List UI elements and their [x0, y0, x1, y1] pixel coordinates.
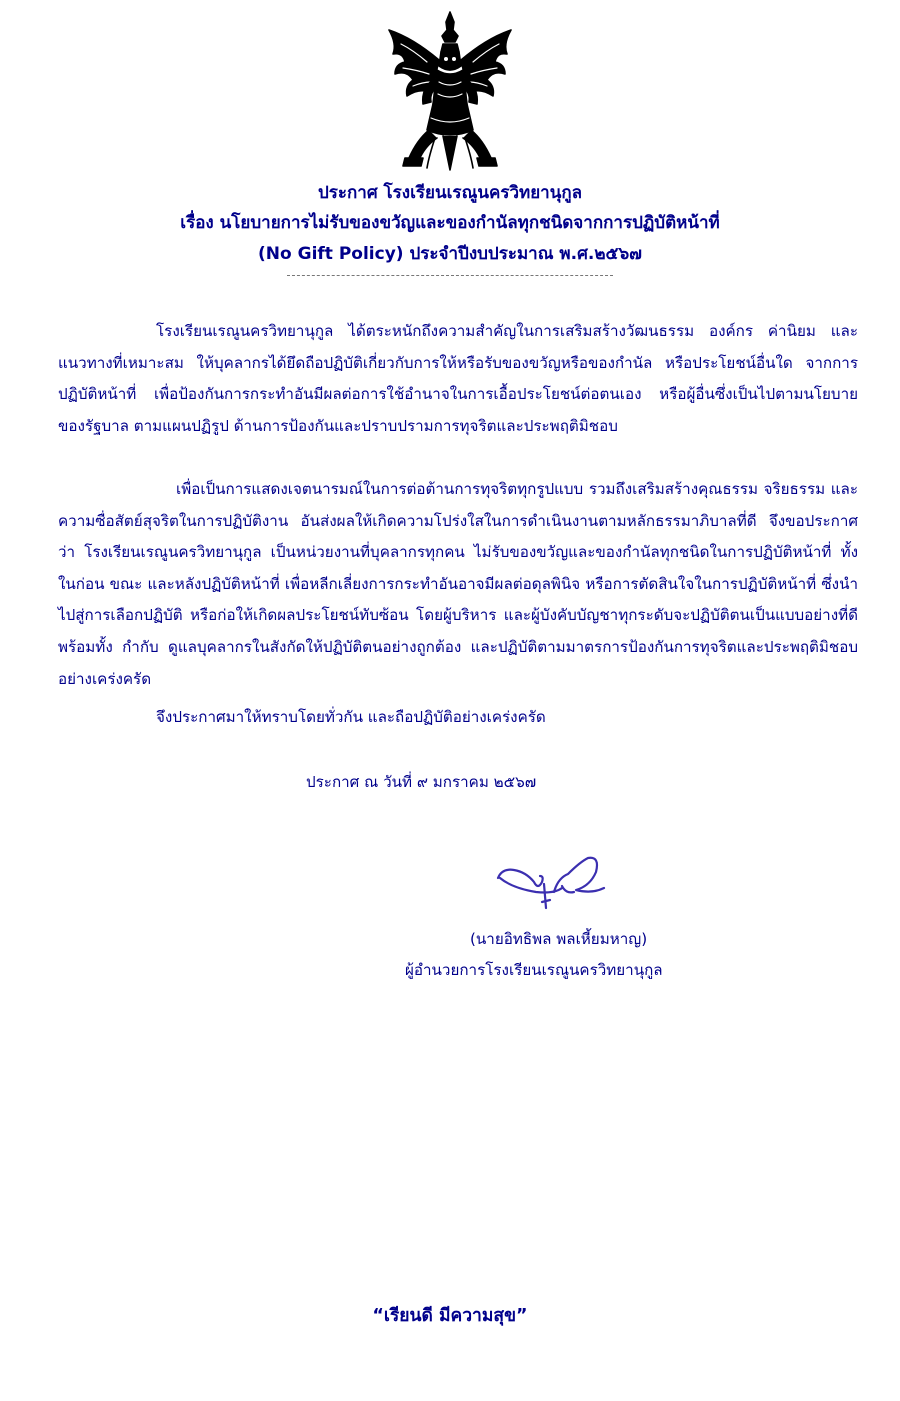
body-paragraph-1: โรงเรียนเรณูนครวิทยานุกูล ได้ตระหนักถึงความสำคัญในการเสริมสร้างวัฒนธรรม องค์กร ค่านิยม และแนวทางที่เหมาะสม ให้บุคลากรได้ยึดถือปฏิบัติเกี่ยวกับการให้หรือรับของขวัญหรือของกำนัล หรือประโยชน์อื่นใด จากการปฏิบัติหน้าที่ เพื่อป้องกันการกระทำอันมีผลต่อการใช้อำนาจในการเอื้อประโยชน์ต่อตนเอง หรือผู้อื่นซึ่งเป็นไปตามนโยบายของรัฐบาล ตามแผนปฏิรูป ด้านการป้องกันและปราบปรามการทุจริตและประพฤติมิชอบ: [58, 322, 858, 435]
signature-image: [492, 848, 610, 918]
garuda-emblem-icon: [383, 8, 517, 176]
body-paragraph-2: เพื่อเป็นการแสดงเจตนารมณ์ในการต่อต้านการทุจริตทุกรูปแบบ รวมถึงเสริมสร้างคุณธรรม จริยธรรม และความซื่อสัตย์สุจริตในการปฏิบัติงาน อันส่งผลให้เกิดความโปร่งใสในการดำเนินงานตามหลักธรรมาภิบาลที่ดี จึงขอประกาศว่า โรงเรียนเรณูนครวิทยานุกูล เป็นหน่วยงานที่บุคลากรทุกคน ไม่รับของขวัญและของกำนัลทุกชนิดในการปฏิบัติหน้าที่ ทั้งในก่อน ขณะ และหลังปฏิบัติหน้าที่ เพื่อหลีกเลี่ยงการกระทำอันอาจมีผลต่อดุลพินิจ หรือการตัดสินใจในการปฏิบัติหน้าที่ ซึ่งนำไปสู่การเลือกปฏิบัติ หรือก่อให้เกิดผลประโยชน์ทับซ้อน โดยผู้บริหาร และผู้บังคับบัญชาทุกระดับจะปฏิบัติตนเป็นแบบอย่างที่ดี พร้อมทั้ง กำกับ ดูแลบุคลากรในสังกัดให้ปฏิบัติตนอย่างถูกต้อง และปฏิบัติตามมาตรการป้องกันการทุจริตและประพฤติมิชอบอย่างเคร่งครัด: [58, 480, 858, 688]
announcement-subtitle: (No Gift Policy) ประจำปีงบประมาณ พ.ศ.๒๕๖๗: [258, 244, 642, 264]
school-motto: “เรียนดี มีความสุข”: [372, 1306, 528, 1326]
announcement-date: ประกาศ ณ วันที่ ๙ มกราคม ๒๕๖๗: [306, 773, 537, 791]
signer-name: (นายอิทธิพล พลเหี้ยมหาญ): [470, 930, 648, 948]
header-divider: [287, 275, 613, 276]
announcement-subject: เรื่อง นโยบายการไม่รับของขวัญและของกำนัลทุกชนิดจากการปฏิบัติหน้าที่: [180, 213, 720, 233]
body-paragraph-3: จึงประกาศมาให้ทราบโดยทั่วกัน และถือปฏิบัติอย่างเคร่งครัด: [156, 708, 546, 726]
announcement-title: ประกาศ โรงเรียนเรณูนครวิทยานุกูล: [317, 183, 583, 203]
signer-title: ผู้อำนวยการโรงเรียนเรณูนครวิทยานุกูล: [405, 961, 663, 979]
